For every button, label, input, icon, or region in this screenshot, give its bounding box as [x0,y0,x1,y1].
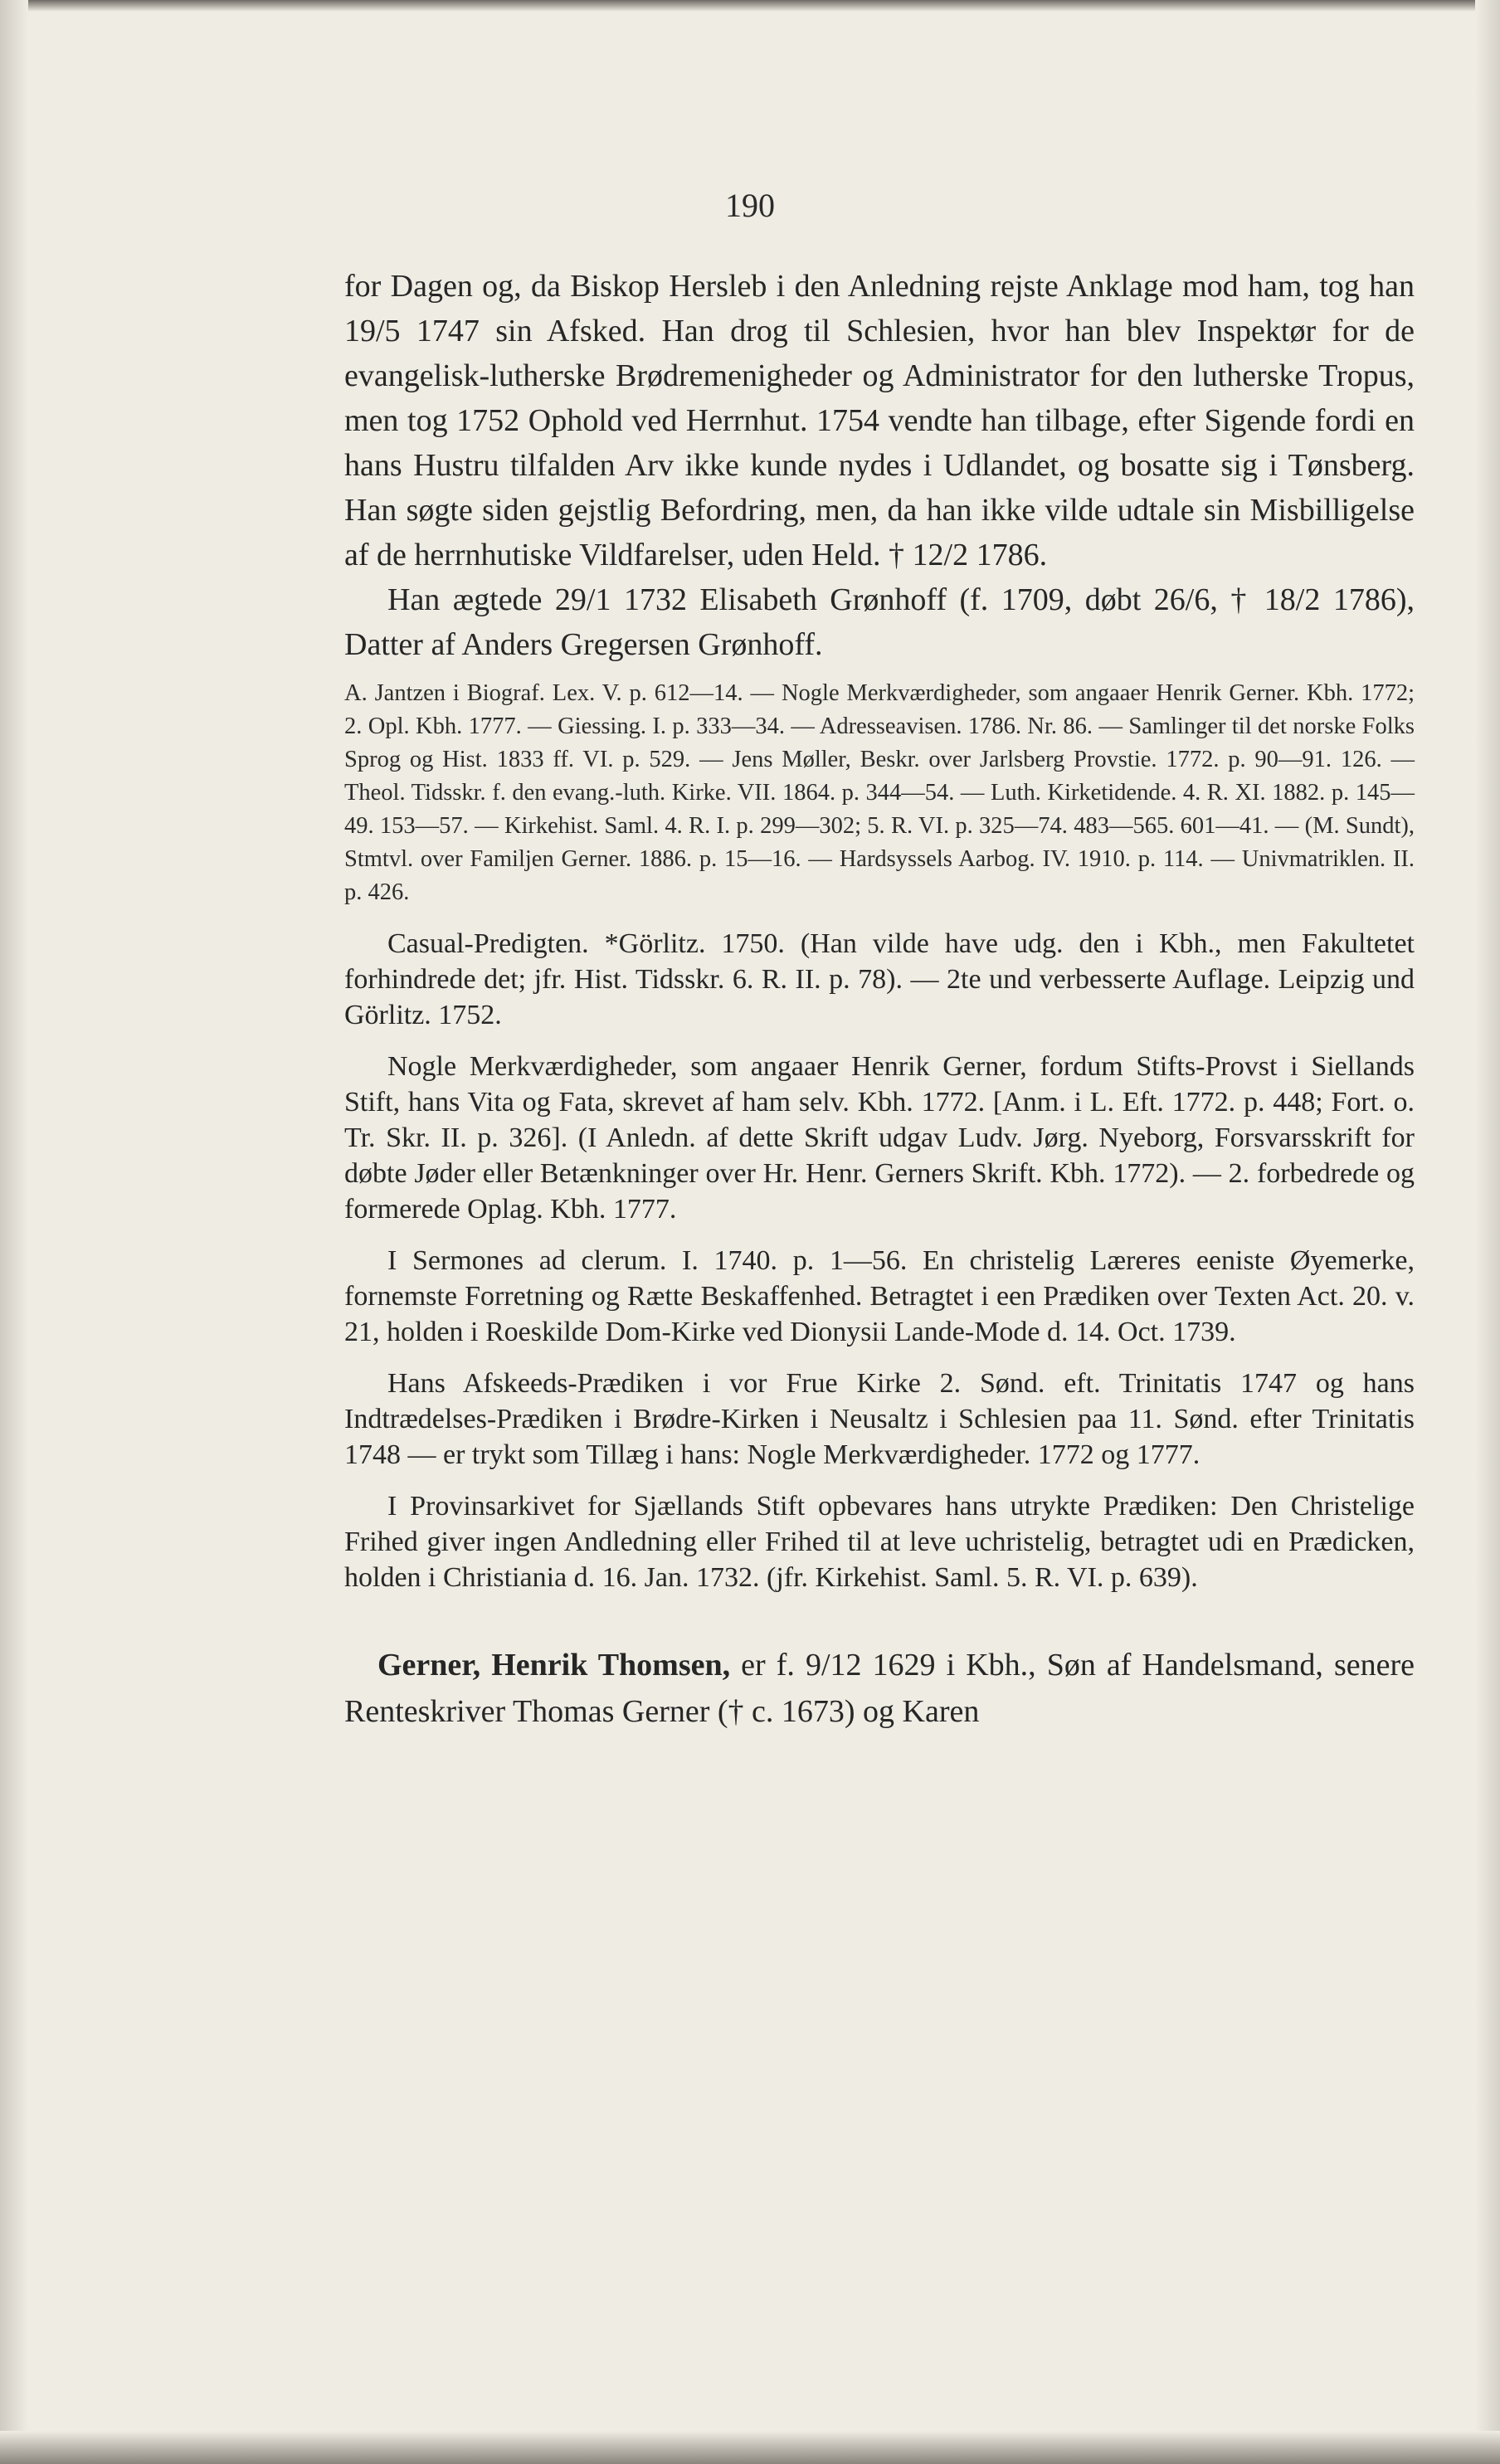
work-entry: Casual-Predigten. *Görlitz. 1750. (Han vilde have udg. den i Kbh., men Fakultetet forhindrede det; jfr. Hist. Tidsskr. 6. R. II. p. 78). — 2te und verbesserte Auflage. Leipzig und Görlitz. 1752. [344,928,1415,1030]
biography-paragraph: for Dagen og, da Biskop Hersleb i den Anledning rejste Anklage mod ham, tog han 19/5 1747 sin Afsked. Han drog til Schlesien, hvor han blev Inspektør for de evangelisk-lutherske Brødremenigheder og Administrator for den lutherske Tropus, men tog 1752 Ophold ved Herrnhut. 1754 vendte han tilbage, efter Sigende fordi en hans Hustru tilfalden Arv ikke kunde nydes i Udlandet, og bosatte sig i Tønsberg. Han søgte siden gejstlig Befordring, men, da han ikke vilde udtale sin Misbilligelse af de herrnhutiske Vildfarelser, uden Held. † 12/2 1786. [344,269,1415,572]
next-entry-paragraph [344,1642,1415,1735]
work-entry: I Sermones ad clerum. I. 1740. p. 1—56. En christelig Læreres eeniste Øyemerke, fornemste Forretning og Rætte Beskaffenhed. Betragtet i een Prædiken over Texten Act. 20. v. 21, holden i Roeskilde Dom-Kirke ved Dionysii Lande-Mode d. 14. Oct. 1739. [344,1245,1415,1347]
page-edge-shadow-bottom [0,2431,1500,2464]
marriage-paragraph: Han ægtede 29/1 1732 Elisabeth Grønhoff (f. 1709, døbt 26/6, † 18/2 1786), Datter af Anders Gregersen Grønhoff. [344,582,1415,662]
next-entry-text: er f. 9/12 1629 i Kbh., Søn af Handelsmand, senere Renteskriver Thomas Gerner († c. 1673) og Karen [344,1648,1415,1729]
next-entry-name: Gerner, Henrik Thomsen, [377,1648,731,1682]
page-body [344,264,1415,1735]
work-entry: Nogle Merkværdigheder, som angaaer Henrik Gerner, fordum Stifts-Provst i Siellands Stift, hans Vita og Fata, skrevet af ham selv. Kbh. 1772. [Anm. i L. Eft. 1772. p. 448; Fort. o. Tr. Skr. II. p. 326]. (I Anledn. af dette Skrift udgav Ludv. Jørg. Nyeborg, Forsvarsskrift for døbte Jøder eller Betænkninger over Hr. Henr. Gerners Skrift. Kbh. 1772). — 2. forbedrede og formerede Oplag. Kbh. 1777. [344,1051,1415,1225]
work-entry: Hans Afskeeds-Prædiken i vor Frue Kirke 2. Sønd. eft. Trinitatis 1747 og hans Indtrædelses-Prædiken i Brødre-Kirken i Neusaltz i Schlesien paa 11. Sønd. efter Trinitatis 1748 — er trykt som Tillæg i hans: Nogle Merkværdigheder. 1772 og 1777. [344,1368,1415,1470]
page-edge-shadow-top [0,0,1500,12]
page-edge-shadow-right [1475,0,1500,2464]
page-edge-shadow-left [0,0,28,2464]
references-paragraph: A. Jantzen i Biograf. Lex. V. p. 612—14. — Nogle Merkværdigheder, som angaaer Henrik Gerner. Kbh. 1772; 2. Opl. Kbh. 1777. — Giessing. I. p. 333—34. — Adresseavisen. 1786. Nr. 86. — Samlinger til det norske Folks Sprog og Hist. 1833 ff. VI. p. 529. — Jens Møller, Beskr. over Jarlsberg Provstie. 1772. p. 90—91. 126. — Theol. Tidsskr. f. den evang.-luth. Kirke. VII. 1864. p. 344—54. — Luth. Kirketidende. 4. R. XI. 1882. p. 145—49. 153—57. — Kirkehist. Saml. 4. R. I. p. 299—302; 5. R. VI. p. 325—74. 483—565. 601—41. — (M. Sundt), Stmtvl. over Familjen Gerner. 1886. p. 15—16. — Hardsyssels Aarbog. IV. 1910. p. 114. — Univmatriklen. II. p. 426. [344,680,1415,905]
work-entry: I Provinsarkivet for Sjællands Stift opbevares hans utrykte Prædiken: Den Christelige Frihed giver ingen Andledning eller Frihed til at leve uchristelig, betragtet udi en Prædicken, holden i Christiania d. 16. Jan. 1732. (jfr. Kirkehist. Saml. 5. R. VI. p. 639). [344,1491,1415,1593]
page-number: 190 [725,187,775,224]
